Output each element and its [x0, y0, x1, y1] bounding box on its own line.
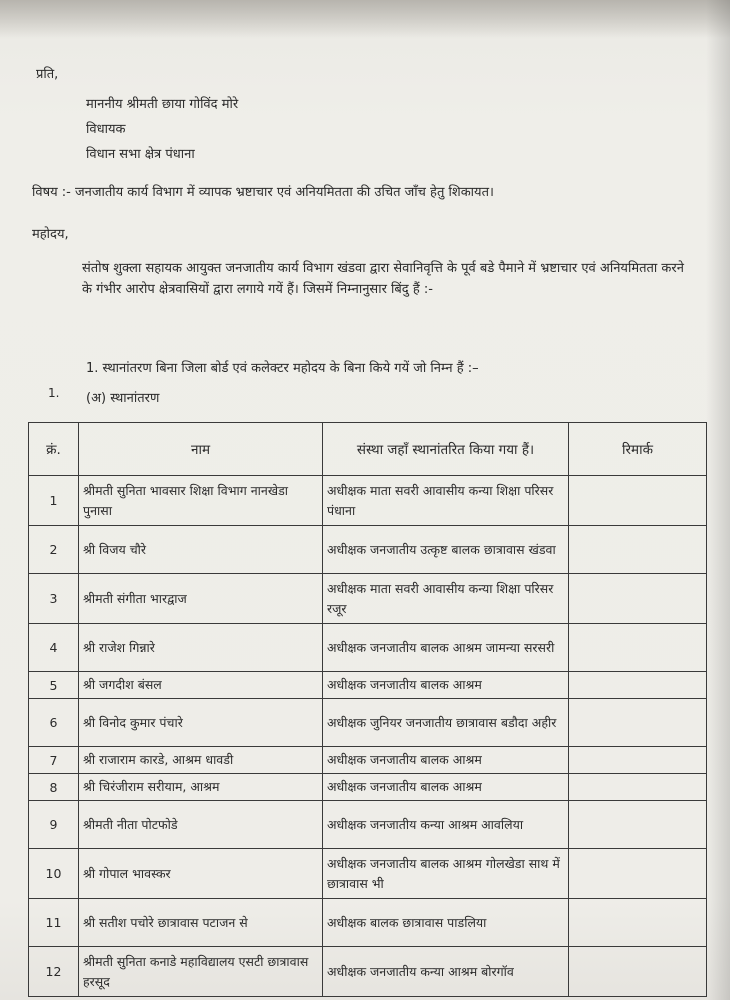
row-name: श्रीमती संगीता भारद्वाज: [79, 574, 323, 624]
section-title: (अ) स्थानांतरण: [86, 391, 160, 406]
row-remark: [569, 774, 707, 801]
subject-line: विषय :- जनजातीय कार्य विभाग में व्यापक भ्रष्टाचार एवं अनियमितता की उचित जाँच हेतु शिकायत।: [32, 185, 494, 200]
row-remark: [569, 947, 707, 997]
row-serial: 11: [29, 899, 79, 947]
table-row: [29, 849, 707, 899]
row-remark: [569, 672, 707, 699]
row-name: श्री राजेश गिन्नारे: [79, 624, 323, 672]
table-row: [29, 747, 707, 774]
row-serial: 5: [29, 672, 79, 699]
row-name: श्री सतीश पचोरे छात्रावास पटाजन से: [79, 899, 323, 947]
header-remark: रिमार्क: [569, 423, 707, 476]
table-row: [29, 526, 707, 574]
row-name: श्री चिरंजीराम सरीयाम, आश्रम: [79, 774, 323, 801]
row-serial: 10: [29, 849, 79, 899]
row-remark: [569, 476, 707, 526]
row-institution: अधीक्षक जनजातीय कन्या आश्रम बोरगॉव: [323, 947, 569, 997]
row-serial: 12: [29, 947, 79, 997]
row-serial: 7: [29, 747, 79, 774]
row-remark: [569, 899, 707, 947]
table-header-row: [29, 423, 707, 476]
row-institution: अधीक्षक जुनियर जनजातीय छात्रावास बडौदा अहीर: [323, 699, 569, 747]
body-paragraph: संतोष शुक्ला सहायक आयुक्त जनजातीय कार्य विभाग खंडवा द्वारा सेवानिवृत्ति के पूर्व बडे पैमाने में भ्रष्टाचार एवं अनियमितता करने के गंभीर आरोप क्षेत्रवासियों द्वारा लगाये गयें हैं। जिसमें निम्नानुसार बिंदु हैं :-: [82, 261, 684, 297]
section-number: 1.: [48, 386, 60, 400]
table-row: [29, 476, 707, 526]
row-institution: अधीक्षक माता सवरी आवासीय कन्या शिक्षा परिसर रजूर: [323, 574, 569, 624]
recipient-designation: विधायक: [86, 122, 126, 137]
row-serial: 1: [29, 476, 79, 526]
table-row: [29, 624, 707, 672]
table-row: [29, 947, 707, 997]
row-institution: अधीक्षक जनजातीय बालक आश्रम: [323, 747, 569, 774]
recipient-name: माननीय श्रीमती छाया गोविंद मोरे: [86, 97, 239, 112]
table-row: [29, 801, 707, 849]
row-institution: अधीक्षक जनजातीय बालक आश्रम जामन्या सरसरी: [323, 624, 569, 672]
salutation: महोदय,: [32, 227, 69, 242]
row-remark: [569, 849, 707, 899]
row-remark: [569, 624, 707, 672]
recipient-constituency: विधान सभा क्षेत्र पंधाना: [86, 147, 195, 162]
row-name: श्रीमती नीता पोटफोडे: [79, 801, 323, 849]
row-name: श्रीमती सुनिता कनाडे महाविद्यालय एसटी छात्रावास हरसूद: [79, 947, 323, 997]
row-name: श्री राजाराम कारडे, आश्रम धावडी: [79, 747, 323, 774]
row-remark: [569, 699, 707, 747]
header-name: नाम: [79, 423, 323, 476]
row-name: श्री जगदीश बंसल: [79, 672, 323, 699]
table-row: [29, 899, 707, 947]
row-institution: अधीक्षक माता सवरी आवासीय कन्या शिक्षा परिसर पंधाना: [323, 476, 569, 526]
row-serial: 3: [29, 574, 79, 624]
point-1: 1. स्थानांतरण बिना जिला बोर्ड एवं कलेक्टर महोदय के बिना किये गयें जो निम्न हैं :–: [86, 361, 479, 376]
to-label: प्रति,: [36, 67, 59, 82]
row-serial: 6: [29, 699, 79, 747]
scan-shadow-top: [0, 0, 730, 38]
header-institution: संस्था जहाँ स्थानांतरित किया गया हैं।: [323, 423, 569, 476]
row-name: श्री विनोद कुमार पंचारे: [79, 699, 323, 747]
row-serial: 2: [29, 526, 79, 574]
table-row: [29, 774, 707, 801]
row-serial: 4: [29, 624, 79, 672]
row-institution: अधीक्षक जनजातीय बालक आश्रम: [323, 672, 569, 699]
header-serial: क्रं.: [29, 423, 79, 476]
row-institution: अधीक्षक जनजातीय बालक आश्रम गोलखेडा साथ में छात्रावास भी: [323, 849, 569, 899]
row-name: श्रीमती सुनिता भावसार शिक्षा विभाग नानखेडा पुनासा: [79, 476, 323, 526]
row-serial: 8: [29, 774, 79, 801]
table-row: [29, 672, 707, 699]
row-institution: अधीक्षक जनजातीय उत्कृष्ट बालक छात्रावास खंडवा: [323, 526, 569, 574]
row-institution: अधीक्षक बालक छात्रावास पाडलिया: [323, 899, 569, 947]
table-row: [29, 699, 707, 747]
row-institution: अधीक्षक जनजातीय बालक आश्रम: [323, 774, 569, 801]
row-remark: [569, 801, 707, 849]
row-remark: [569, 747, 707, 774]
table-row: [29, 574, 707, 624]
scan-shadow-right: [706, 0, 730, 1000]
row-remark: [569, 526, 707, 574]
transfer-table: [28, 422, 707, 997]
row-serial: 9: [29, 801, 79, 849]
row-name: श्री गोपाल भावस्कर: [79, 849, 323, 899]
row-remark: [569, 574, 707, 624]
row-institution: अधीक्षक जनजातीय कन्या आश्रम आवलिया: [323, 801, 569, 849]
row-name: श्री विजय चौरे: [79, 526, 323, 574]
